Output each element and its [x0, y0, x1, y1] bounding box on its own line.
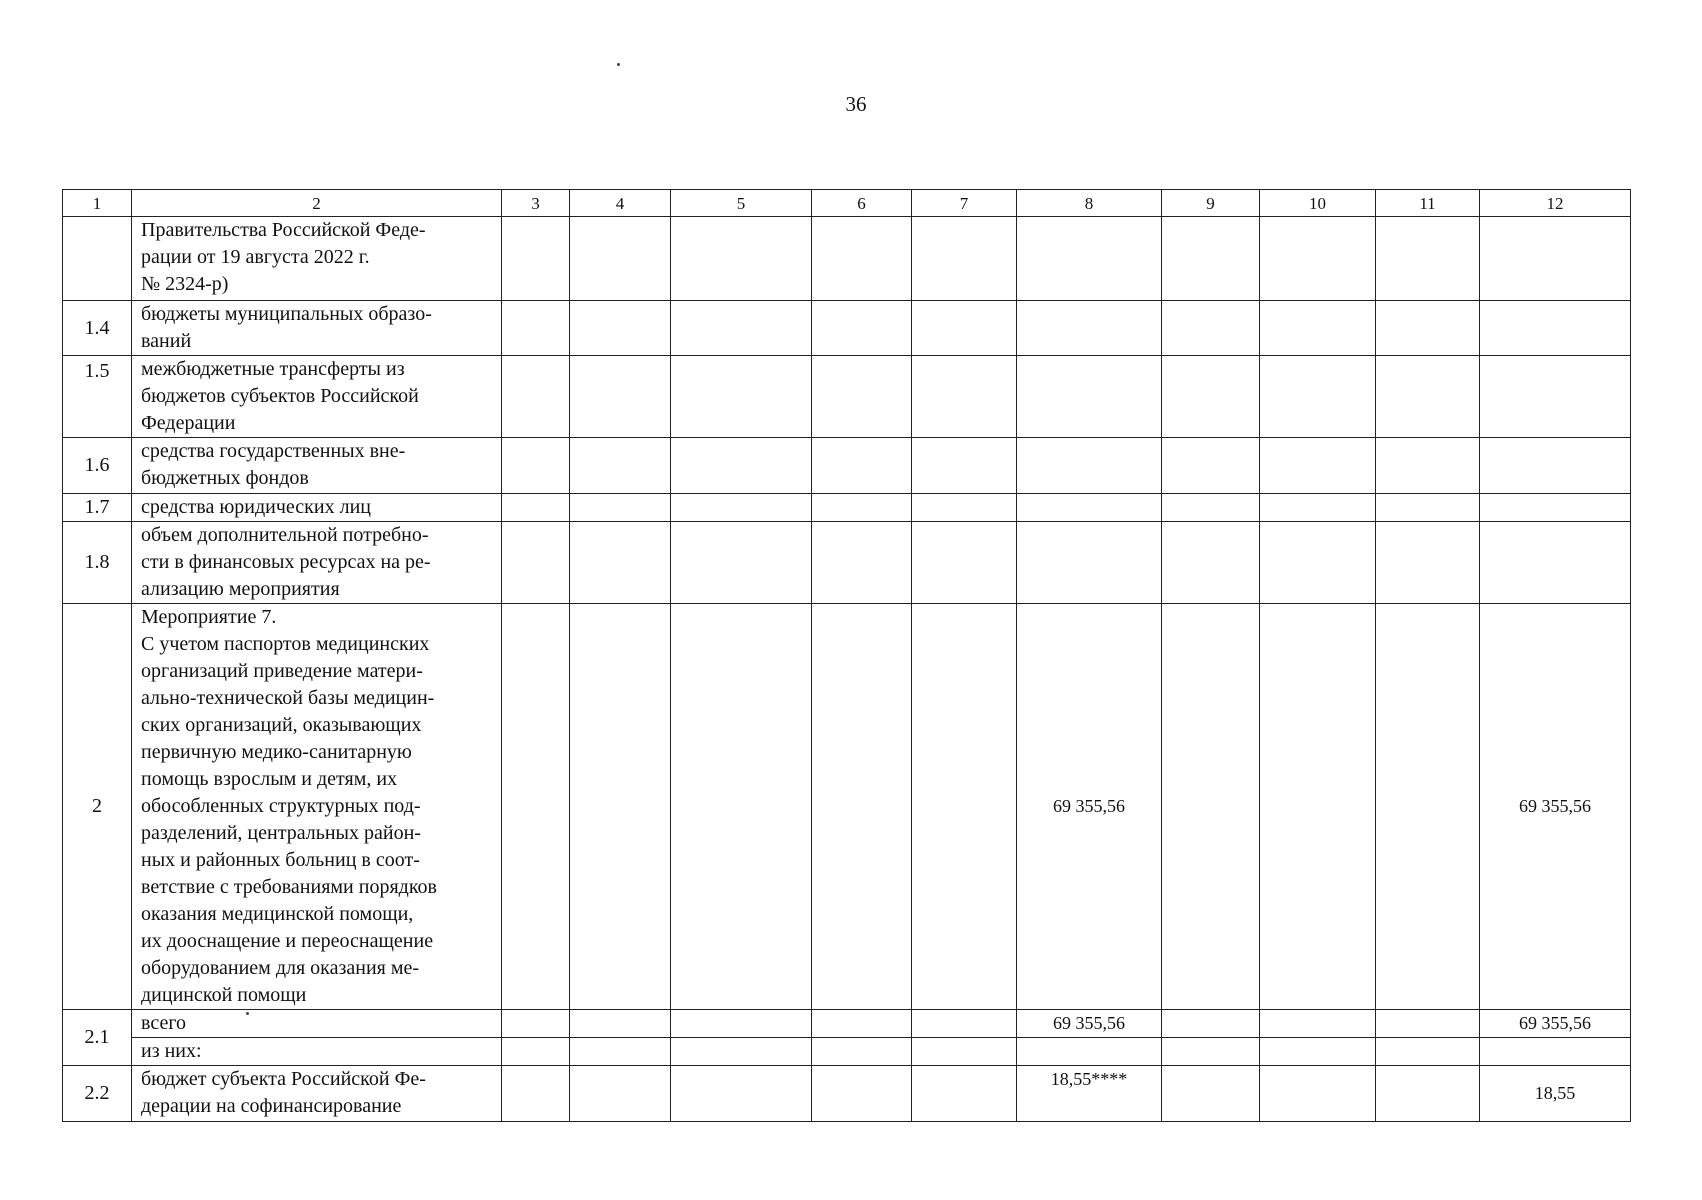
cell: [502, 217, 570, 301]
cell: [812, 438, 912, 494]
cell: [671, 522, 812, 604]
row-number: 2: [63, 604, 132, 1010]
cell: [1260, 301, 1376, 356]
cell: [1162, 1010, 1260, 1038]
cell: [1376, 217, 1480, 301]
cell-col-12: [1480, 438, 1631, 494]
cell-col-8: [1017, 301, 1162, 356]
cell: [671, 301, 812, 356]
cell: [1260, 522, 1376, 604]
cell: [1376, 1010, 1480, 1038]
cell-col-8: [1017, 438, 1162, 494]
cell: [502, 438, 570, 494]
cell: [1162, 494, 1260, 522]
cell: [570, 1066, 671, 1122]
cell: [502, 1066, 570, 1122]
cell: [1376, 522, 1480, 604]
cell: [912, 356, 1017, 438]
cell-col-8: [1017, 522, 1162, 604]
column-header: 5: [671, 190, 812, 217]
cell: [502, 1038, 570, 1066]
cell-col-8: 18,55****: [1017, 1066, 1162, 1122]
cell-col-12: 69 355,56: [1480, 1010, 1631, 1038]
cell: [1376, 438, 1480, 494]
row-description: всего: [132, 1010, 502, 1038]
table-row: [63, 217, 1631, 301]
column-header: 4: [570, 190, 671, 217]
cell: [1162, 301, 1260, 356]
cell: [671, 438, 812, 494]
column-header: 3: [502, 190, 570, 217]
cell: [671, 1038, 812, 1066]
column-header: 10: [1260, 190, 1376, 217]
cell-col-12: 18,55: [1480, 1066, 1631, 1122]
column-header: 11: [1376, 190, 1480, 217]
cell: [912, 1066, 1017, 1122]
cell: [1260, 1010, 1376, 1038]
cell: [912, 217, 1017, 301]
cell: [671, 604, 812, 1010]
cell: [1162, 438, 1260, 494]
cell: [812, 1010, 912, 1038]
cell: [1260, 1066, 1376, 1122]
cell-col-12: [1480, 356, 1631, 438]
cell: [812, 1038, 912, 1066]
cell: [912, 494, 1017, 522]
cell: [1376, 494, 1480, 522]
table-row: [63, 438, 1631, 494]
cell: [671, 217, 812, 301]
table-row: [63, 1038, 1631, 1066]
cell: [812, 604, 912, 1010]
cell: [1260, 494, 1376, 522]
cell: [912, 438, 1017, 494]
cell: [502, 494, 570, 522]
cell-col-8: [1017, 494, 1162, 522]
cell: [1260, 356, 1376, 438]
cell: [812, 217, 912, 301]
table-row: [63, 604, 1631, 1010]
cell: [570, 522, 671, 604]
column-header: 9: [1162, 190, 1260, 217]
cell: [671, 356, 812, 438]
scan-speck: [617, 63, 620, 66]
table-row: [63, 356, 1631, 438]
cell: [912, 1010, 1017, 1038]
row-number: [63, 217, 132, 301]
scan-speck: [246, 1012, 249, 1015]
cell: [570, 1010, 671, 1038]
cell: [570, 217, 671, 301]
cell: [1260, 438, 1376, 494]
cell-col-8: [1017, 217, 1162, 301]
cell: [502, 356, 570, 438]
cell: [570, 438, 671, 494]
cell: [812, 522, 912, 604]
cell: [1162, 356, 1260, 438]
row-description: из них:: [132, 1038, 502, 1066]
cell-col-8: 69 355,56: [1017, 1010, 1162, 1038]
cell-col-8: 69 355,56: [1017, 604, 1162, 1010]
cell: [812, 301, 912, 356]
cell-col-12: 69 355,56: [1480, 604, 1631, 1010]
cell: [1162, 604, 1260, 1010]
cell: [1376, 1066, 1480, 1122]
cell: [502, 522, 570, 604]
row-description: бюджет субъекта Российской Фе- дерации на софинансирование: [132, 1066, 502, 1122]
cell-col-12: [1480, 494, 1631, 522]
row-number: 1.7: [63, 494, 132, 522]
cell: [570, 604, 671, 1010]
cell-col-8: [1017, 1038, 1162, 1066]
row-description: Мероприятие 7. С учетом паспортов медицинских организаций приведение матери- ально-технической базы медицин- ских организаций, оказывающих первичную медико-санитарную помощь взрослым и детям, их обособленных структурных под- разделений, центральных район- ных и районных больниц в соот- ветствие с требованиями порядков оказания медицинской помощи, их дооснащение и переоснащение оборудованием для оказания ме- дицинской помощи: [132, 604, 502, 1010]
cell: [570, 494, 671, 522]
column-header: 2: [132, 190, 502, 217]
cell-col-8: [1017, 356, 1162, 438]
cell: [1260, 217, 1376, 301]
cell-col-12: [1480, 301, 1631, 356]
cell: [1162, 522, 1260, 604]
row-description: Правительства Российской Феде- рации от 19 августа 2022 г. № 2324-р): [132, 217, 502, 301]
cell: [1260, 604, 1376, 1010]
cell: [671, 1010, 812, 1038]
table-row: [63, 1010, 1631, 1038]
cell: [1162, 217, 1260, 301]
cell-col-12: [1480, 217, 1631, 301]
table-row: [63, 1066, 1631, 1122]
table-row: [63, 522, 1631, 604]
row-number: 1.5: [63, 356, 132, 438]
cell: [570, 1038, 671, 1066]
cell: [570, 301, 671, 356]
row-description: средства государственных вне- бюджетных фондов: [132, 438, 502, 494]
cell: [1376, 356, 1480, 438]
cell: [812, 1066, 912, 1122]
cell: [912, 522, 1017, 604]
row-description: средства юридических лиц: [132, 494, 502, 522]
cell: [671, 494, 812, 522]
row-number: 2.1: [63, 1010, 132, 1066]
cell: [502, 301, 570, 356]
cell: [912, 604, 1017, 1010]
cell: [1376, 301, 1480, 356]
cell: [1260, 1038, 1376, 1066]
budget-table: [62, 189, 1631, 1122]
cell-col-12: [1480, 1038, 1631, 1066]
table-row: [63, 301, 1631, 356]
cell: [502, 1010, 570, 1038]
cell: [912, 301, 1017, 356]
column-header: 7: [912, 190, 1017, 217]
cell: [1162, 1038, 1260, 1066]
column-header: 8: [1017, 190, 1162, 217]
cell: [812, 356, 912, 438]
cell: [912, 1038, 1017, 1066]
row-number: 1.8: [63, 522, 132, 604]
table-row: [63, 494, 1631, 522]
cell: [671, 1066, 812, 1122]
cell: [1376, 604, 1480, 1010]
cell: [570, 356, 671, 438]
column-header: 6: [812, 190, 912, 217]
row-number: 2.2: [63, 1066, 132, 1122]
cell: [1376, 1038, 1480, 1066]
row-number: 1.4: [63, 301, 132, 356]
column-header: 12: [1480, 190, 1631, 217]
cell: [812, 494, 912, 522]
row-description: объем дополнительной потребно- сти в финансовых ресурсах на ре- ализацию мероприятия: [132, 522, 502, 604]
cell: [502, 604, 570, 1010]
row-description: межбюджетные трансферты из бюджетов субъектов Российской Федерации: [132, 356, 502, 438]
column-header: 1: [63, 190, 132, 217]
cell-col-12: [1480, 522, 1631, 604]
row-number: 1.6: [63, 438, 132, 494]
page-number: 36: [845, 92, 867, 116]
header-row: [63, 190, 1631, 217]
cell: [1162, 1066, 1260, 1122]
row-description: бюджеты муниципальных образо- ваний: [132, 301, 502, 356]
